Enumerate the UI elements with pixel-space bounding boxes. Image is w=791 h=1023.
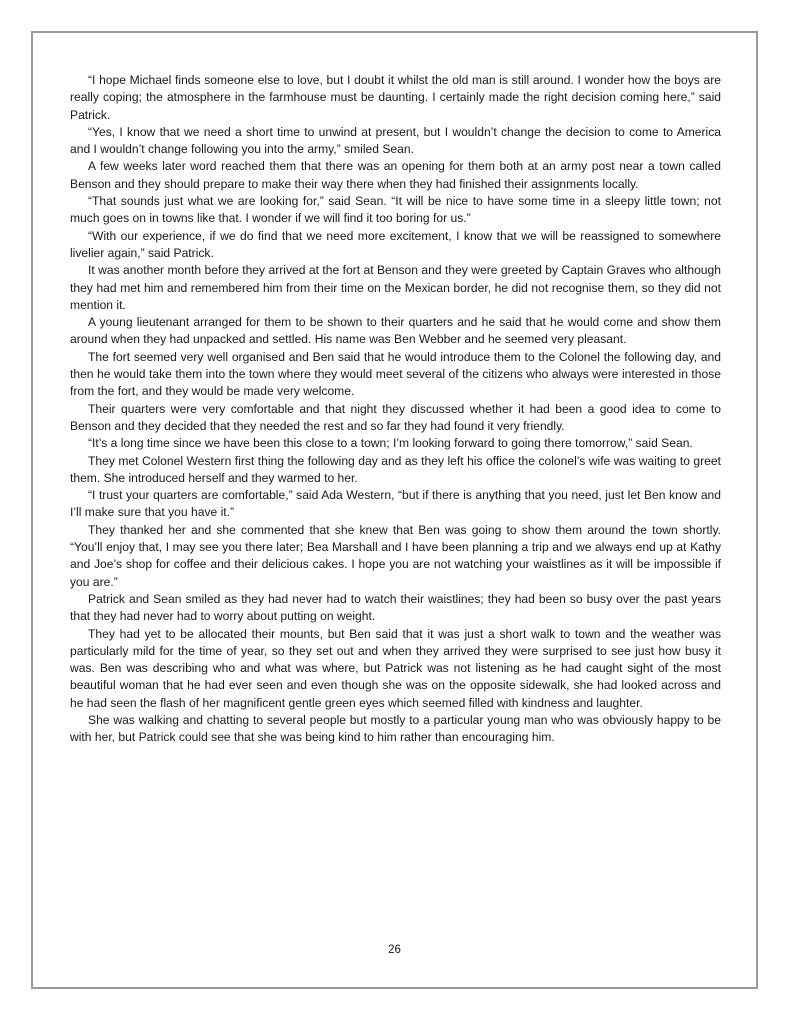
paragraph-14: Patrick and Sean smiled as they had never had to watch their waistlines; they had been so busy over the past years that they had never had to worry about putting on weight. (70, 591, 721, 624)
page-number: 26 (388, 944, 401, 956)
paragraph-2: “Yes, I know that we need a short time to unwind at present, but I wouldn’t change the decision to come to America and I wouldn’t change following you into the army,” smiled Sean. (70, 124, 721, 157)
paragraph-6: It was another month before they arrived at the fort at Benson and they were greeted by Captain Graves who although they had met him and remembered him from their time on the Mexican border, he did not recognise them, so they did not mention it. (70, 263, 721, 312)
document-page (31, 31, 758, 989)
paragraph-8: The fort seemed very well organised and Ben said that he would introduce them to the Colonel the following day, and then he would take them into the town where they would meet several of the citizens who always were interested in those from the fort, and they would be made very welcome. (70, 349, 721, 399)
paragraph-16: She was walking and chatting to several people but mostly to a particular young man who was obviously happy to be with her, but Patrick could see that she was being kind to him rather than encouraging him. (70, 712, 721, 745)
paragraph-13: They thanked her and she commented that she knew that Ben was going to show them around the town shortly. “You’ll enjoy that, I may see you there later; Bea Marshall and I have been planning a trip and we always end up at Kathy and Joe’s shop for coffee and their delicious cakes. I hope you are not watching your waistlines as it will be impossible if you are.” (70, 522, 721, 589)
paragraph-4: “That sounds just what we are looking for,” said Sean. “It will be nice to have some time in a sleepy little town; not much goes on in towns like that. I wonder if we will find it too boring for us.” (70, 194, 721, 226)
paragraph-12: “I trust your quarters are comfortable,” said Ada Western, “but if there is anything that you need, just let Ben know and I’ll make sure that you have it.” (70, 488, 721, 520)
paragraph-7: A young lieutenant arranged for them to be shown to their quarters and he said that he would come and show them around when they had unpacked and settled. His name was Ben Webber and he seemed very pleasant. (70, 315, 721, 347)
paragraph-3: A few weeks later word reached them that there was an opening for them both at an army post near a town called Benson and they should prepare to make their way there when they had finished their assignments locally. (70, 159, 721, 191)
paragraph-15: They had yet to be allocated their mounts, but Ben said that it was just a short walk to town and the weather was particularly mild for the time of year, so they set out and when they arrived they were surprised to see just how busy it was. Ben was describing who and what was where, but Patrick was not listening as he had caught sight of the most beautiful woman that he had ever seen and even though she was on the opposite sidewalk, she had looked across and he had seen the flash of her magnificent gentle green eyes which seemed filled with kindness and laughter. (70, 626, 721, 710)
paragraph-1: “I hope Michael finds someone else to love, but I doubt it whilst the old man is still around. I wonder how the boys are really coping; the atmosphere in the farmhouse must be daunting. I certainly made the right decision coming here,” said Patrick. (70, 73, 721, 122)
paragraph-11: They met Colonel Western first thing the following day and as they left his office the colonel’s wife was waiting to greet them. She introduced herself and they warmed to her. (70, 453, 721, 485)
paragraph-9: Their quarters were very comfortable and that night they discussed whether it had been a good idea to come to Benson and they decided that they needed the rest and so far they had found it very friendly. (70, 401, 721, 433)
paragraph-5: “With our experience, if we do find that we need more excitement, I know that we will be reassigned to somewhere livelier again,” said Patrick. (70, 228, 721, 260)
body-text (70, 72, 721, 747)
paragraph-10: “It’s a long time since we have been this close to a town; I’m looking forward to going there tomorrow,” said Sean. (88, 436, 693, 451)
